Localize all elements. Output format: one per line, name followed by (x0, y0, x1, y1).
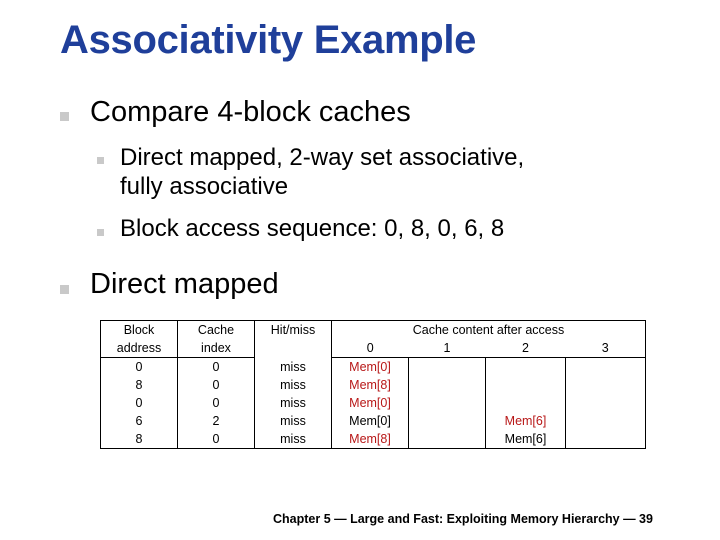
cell-hit-miss: miss (255, 412, 332, 430)
sub-bullet-cache-types-line2: fully associative (120, 173, 289, 200)
cell-content-0: Mem[0] (332, 394, 409, 412)
header-hit-miss: Hit/miss (255, 321, 332, 358)
cell-block-address: 0 (101, 394, 178, 412)
cell-block-address: 8 (101, 376, 178, 394)
cell-content-1 (409, 358, 486, 377)
cell-content-1 (409, 412, 486, 430)
cell-content-3 (566, 358, 646, 377)
cell-content-2 (486, 358, 566, 377)
cell-content-2 (486, 376, 566, 394)
cell-content-2: Mem[6] (486, 430, 566, 449)
header-block-address: Block (101, 321, 178, 340)
sub-bullet-marker (97, 157, 104, 164)
cell-cache-index: 0 (178, 394, 255, 412)
sub-bullet-cache-types-line1: Direct mapped, 2-way set associative, (120, 144, 525, 171)
cell-content-2: Mem[6] (486, 412, 566, 430)
table-row (101, 412, 646, 430)
sub-bullet-marker (97, 229, 104, 236)
header-cache-content: Cache content after access (332, 321, 646, 340)
table-header-row (101, 339, 646, 358)
cell-content-3 (566, 430, 646, 449)
table-row (101, 394, 646, 412)
cell-cache-index: 0 (178, 358, 255, 377)
cell-content-3 (566, 394, 646, 412)
cell-content-0: Mem[0] (332, 358, 409, 377)
table-header-row (101, 321, 646, 340)
cell-content-0: Mem[8] (332, 430, 409, 449)
cell-cache-index: 0 (178, 430, 255, 449)
cell-content-0: Mem[8] (332, 376, 409, 394)
header-col-3: 3 (566, 339, 646, 358)
cell-block-address: 6 (101, 412, 178, 430)
cell-block-address: 0 (101, 358, 178, 377)
table-row (101, 430, 646, 449)
sub-bullet-access-sequence: Block access sequence: 0, 8, 0, 6, 8 (120, 215, 505, 242)
header-cache-index: Cache (178, 321, 255, 340)
header-cache-index-line2: index (178, 339, 255, 358)
cell-cache-index: 2 (178, 412, 255, 430)
slide-footer: Chapter 5 — Large and Fast: Exploiting Memory Hierarchy — 39 (273, 512, 653, 526)
header-block-address-line2: address (101, 339, 178, 358)
table-row (101, 358, 646, 377)
header-col-1: 1 (409, 339, 486, 358)
bullet-marker (60, 112, 69, 121)
cell-content-3 (566, 376, 646, 394)
bullet-marker (60, 285, 69, 294)
cell-hit-miss: miss (255, 430, 332, 449)
cell-content-3 (566, 412, 646, 430)
bullet-direct-mapped: Direct mapped (90, 268, 279, 300)
cell-content-0: Mem[0] (332, 412, 409, 430)
cell-hit-miss: miss (255, 394, 332, 412)
header-col-0: 0 (332, 339, 409, 358)
table-row (101, 376, 646, 394)
cell-content-1 (409, 430, 486, 449)
cell-content-1 (409, 394, 486, 412)
header-col-2: 2 (486, 339, 566, 358)
cell-hit-miss: miss (255, 358, 332, 377)
cell-cache-index: 0 (178, 376, 255, 394)
cell-block-address: 8 (101, 430, 178, 449)
bullet-compare: Compare 4-block caches (90, 96, 411, 128)
cell-content-1 (409, 376, 486, 394)
slide-title: Associativity Example (60, 18, 477, 62)
cell-content-2 (486, 394, 566, 412)
cache-table (100, 320, 646, 449)
cell-hit-miss: miss (255, 376, 332, 394)
